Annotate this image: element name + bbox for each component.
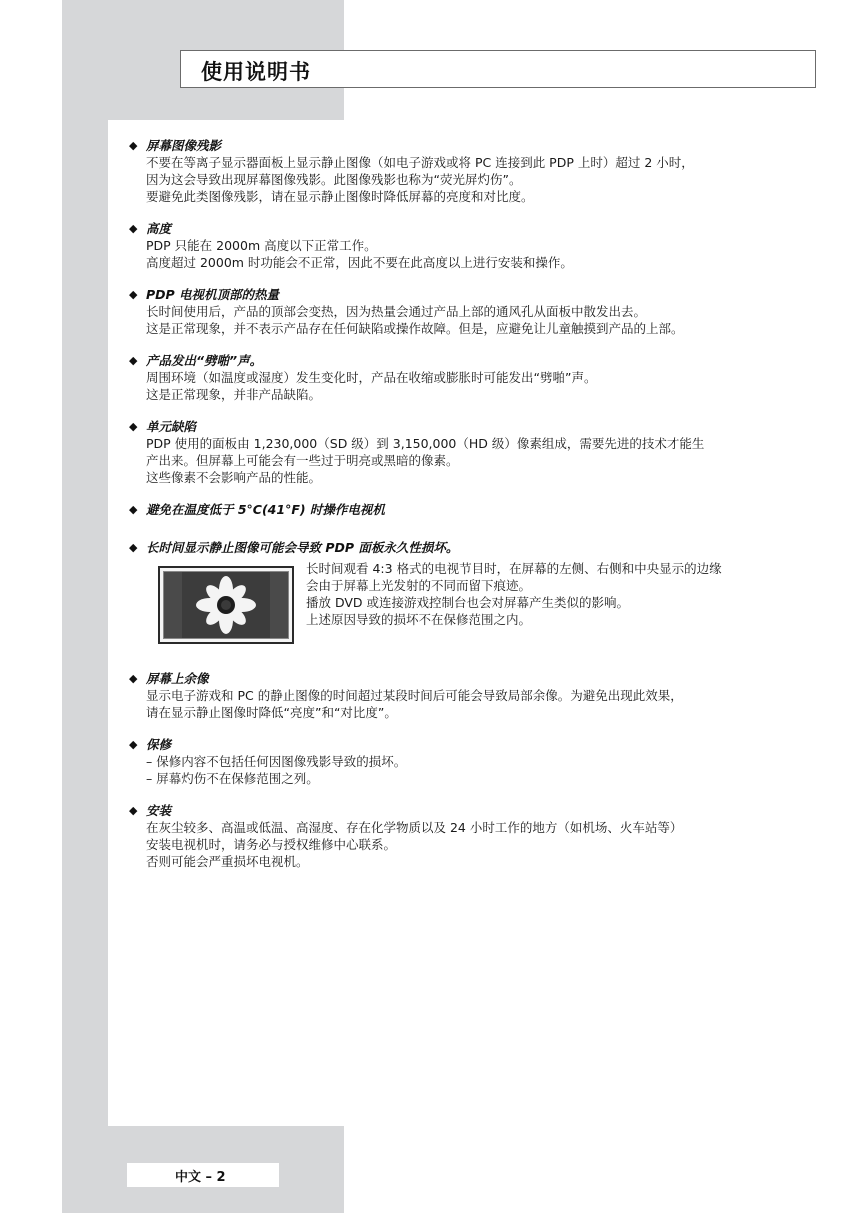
gray-band-side <box>62 0 108 1213</box>
tv-screen-image <box>158 566 294 644</box>
section-line: 否则可能会严重损坏电视机。 <box>146 854 309 869</box>
section-line: – 保修内容不包括任何因图像残影导致的损坏。 <box>146 754 407 769</box>
section-crackling-noise <box>129 352 828 403</box>
section-line: 显示电子游戏和 PC 的静止图像的时间超过某段时间后可能会导致局部余像。为避免出现此效果， <box>146 688 683 703</box>
section-line: 在灰尘较多、高温或低温、高湿度、存在化学物质以及 24 小时工作的地方（如机场、火车站等） <box>146 820 683 835</box>
section-line: 高度超过 2000m 时功能会不正常，因此不要在此高度以上进行安装和操作。 <box>146 255 573 270</box>
diamond-bullet-icon: ◆ <box>129 222 138 235</box>
section-line: 长时间使用后，产品的顶部会变热，因为热量会通过产品上部的通风孔从面板中散发出去。 <box>146 304 647 319</box>
diamond-bullet-icon: ◆ <box>129 354 138 367</box>
image-block <box>146 560 828 648</box>
image-description <box>306 560 722 628</box>
page-number: 中文 – 2 <box>175 1170 226 1185</box>
section-warranty <box>129 736 828 787</box>
section-line: 不要在等离子显示器面板上显示静止图像（如电子游戏或将 PC 连接到此 PDP 上时）超过 2 小时， <box>146 155 694 170</box>
section-heading: 保修 <box>146 737 172 752</box>
section-line: 周围环境（如温度或湿度）发生变化时，产品在收缩或膨胀时可能发出“劈啪”声。 <box>146 370 597 385</box>
sunflower-photo-icon <box>164 572 288 638</box>
section-line: 这是正常现象，并不表示产品存在任何缺陷或操作故障。但是，应避免让儿童触摸到产品的上部。 <box>146 321 684 336</box>
diamond-bullet-icon: ◆ <box>129 738 138 751</box>
section-heading: 安装 <box>146 803 172 818</box>
section-heading: 屏幕图像残影 <box>146 138 222 153</box>
section-heading: 产品发出“劈啪”声。 <box>146 353 263 368</box>
section-line: 上述原因导致的损坏不在保修范围之内。 <box>306 612 532 627</box>
section-low-temperature <box>129 501 828 518</box>
section-installation <box>129 802 828 870</box>
section-heading: 避免在温度低于 5°C(41°F) 时操作电视机 <box>146 502 385 517</box>
section-line: 请在显示静止图像时降低“亮度”和“对比度”。 <box>146 705 397 720</box>
section-heading: 高度 <box>146 221 172 236</box>
section-afterimage <box>129 670 828 721</box>
section-line: PDP 只能在 2000m 高度以下正常工作。 <box>146 238 377 253</box>
section-cell-defect <box>129 418 828 486</box>
section-top-heat <box>129 286 828 337</box>
section-line: 产出来。但屏幕上可能会有一些过于明亮或黑暗的像素。 <box>146 453 459 468</box>
diamond-bullet-icon: ◆ <box>129 541 138 554</box>
section-line: 要避免此类图像残影，请在显示静止图像时降低屏幕的亮度和对比度。 <box>146 189 534 204</box>
section-line: 安装电视机时，请务必与授权维修中心联系。 <box>146 837 397 852</box>
section-line: 因为这会导致出现屏幕图像残影。此图像残影也称为“荧光屏灼伤”。 <box>146 172 522 187</box>
section-heading: 屏幕上余像 <box>146 671 209 686</box>
section-heading: PDP 电视机顶部的热量 <box>146 287 280 302</box>
section-line: 这是正常现象，并非产品缺陷。 <box>146 387 322 402</box>
page-number-box <box>127 1163 279 1187</box>
title-box <box>180 50 816 88</box>
section-line: 长时间观看 4:3 格式的电视节目时，在屏幕的左侧、右侧和中央显示的边缘 <box>306 561 722 576</box>
section-permanent-damage <box>129 539 828 556</box>
diamond-bullet-icon: ◆ <box>129 288 138 301</box>
diamond-bullet-icon: ◆ <box>129 420 138 433</box>
section-heading: 单元缺陷 <box>146 419 197 434</box>
section-heading: 长时间显示静止图像可能会导致 PDP 面板永久性损坏。 <box>146 540 459 555</box>
diamond-bullet-icon: ◆ <box>129 804 138 817</box>
page-title: 使用说明书 <box>201 60 311 84</box>
diamond-bullet-icon: ◆ <box>129 139 138 152</box>
image-frame <box>163 571 289 639</box>
content <box>129 137 828 885</box>
section-line: – 屏幕灼伤不在保修范围之列。 <box>146 771 319 786</box>
section-screen-image-retention <box>129 137 828 205</box>
section-line: 播放 DVD 或连接游戏控制台也会对屏幕产生类似的影响。 <box>306 595 630 610</box>
diamond-bullet-icon: ◆ <box>129 503 138 516</box>
diamond-bullet-icon: ◆ <box>129 672 138 685</box>
section-line: 这些像素不会影响产品的性能。 <box>146 470 322 485</box>
section-altitude <box>129 220 828 271</box>
page-margin <box>0 0 62 1213</box>
section-line: 会由于屏幕上光发射的不同而留下痕迹。 <box>306 578 532 593</box>
section-line: PDP 使用的面板由 1,230,000（SD 级）到 3,150,000（HD 级）像素组成，需要先进的技术才能生 <box>146 436 705 451</box>
